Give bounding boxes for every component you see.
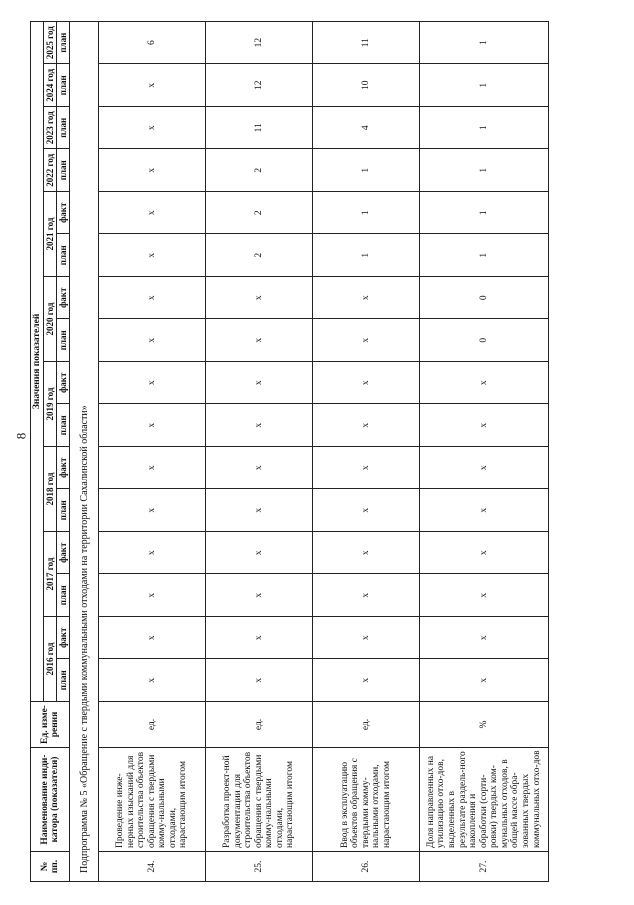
indicator-name: Доля направленных на утилизацию отхо-дов, выделенных в результате раздель-ного накопления и обработки (сорти-ровки) твердых ком-мунальных отходов, в общей массе обра-зованных твердых коммунальных отхо-дов	[420, 748, 549, 852]
value-cell: x	[420, 659, 549, 702]
fact-header: факт	[57, 532, 70, 575]
plan-header: план	[57, 404, 70, 447]
value-cell: 1	[420, 149, 549, 192]
value-cell: x	[420, 617, 549, 660]
unit-cell: ед.	[313, 702, 420, 748]
value-cell: x	[99, 107, 206, 150]
year-header: 2020 год	[44, 277, 57, 362]
rotated-table-container	[30, 22, 620, 882]
year-header: 2019 год	[44, 362, 57, 447]
row-number: 24.	[99, 852, 206, 882]
value-cell: 1	[420, 234, 549, 277]
value-cell: 2	[206, 234, 313, 277]
indicator-name: Ввод в эксплуатацию объектов обращения с твердыми комму-нальными отходами, нарастающим итогом	[313, 748, 420, 852]
value-cell: 4	[313, 107, 420, 150]
value-cell: x	[206, 447, 313, 490]
value-cell: x	[313, 362, 420, 405]
table-row	[420, 21, 549, 881]
value-cell: x	[99, 277, 206, 320]
year-header: 2023 год	[44, 107, 57, 150]
value-cell: x	[99, 574, 206, 617]
col-unit-header: Ед. изме-рения	[31, 702, 70, 748]
value-cell: x	[206, 319, 313, 362]
plan-header: план	[57, 234, 70, 277]
value-cell: x	[99, 234, 206, 277]
value-cell: x	[99, 447, 206, 490]
subprogram-title: Подпрограмма № 5 «Обращение с твердыми коммунальными отходами на территории Сахалинской области»	[70, 21, 99, 881]
value-cell: 1	[313, 149, 420, 192]
plan-header: план	[57, 319, 70, 362]
value-cell: x	[420, 447, 549, 490]
value-cell: 12	[206, 64, 313, 107]
value-cell: x	[206, 532, 313, 575]
value-cell: 0	[420, 277, 549, 320]
fact-header: факт	[57, 617, 70, 660]
value-cell: 2	[206, 149, 313, 192]
fact-header: факт	[57, 277, 70, 320]
col-num-header: № пп.	[31, 852, 70, 882]
value-cell: 1	[313, 234, 420, 277]
table-row	[206, 21, 313, 881]
year-header: 2024 год	[44, 64, 57, 107]
value-cell: x	[313, 319, 420, 362]
value-cell: 10	[313, 64, 420, 107]
year-header: 2021 год	[44, 192, 57, 277]
unit-cell: %	[420, 702, 549, 748]
value-cell: 2	[206, 192, 313, 235]
value-cell: x	[313, 574, 420, 617]
table-row	[313, 21, 420, 881]
indicator-name: Разработка проект-ной документации для строительства объектов обращения с твердыми комму-нальными отходами, нарастающим итогом	[206, 748, 313, 852]
value-cell: x	[313, 532, 420, 575]
plan-header: план	[57, 659, 70, 702]
indicators-table	[30, 21, 549, 882]
value-cell: x	[99, 362, 206, 405]
value-cell: x	[206, 489, 313, 532]
value-cell: x	[313, 447, 420, 490]
value-cell: x	[99, 404, 206, 447]
value-cell: x	[206, 574, 313, 617]
value-cell: x	[420, 489, 549, 532]
plan-header: план	[57, 489, 70, 532]
row-number: 27.	[420, 852, 549, 882]
value-cell: 1	[420, 107, 549, 150]
value-cell: x	[313, 617, 420, 660]
year-header: 2025 год	[44, 21, 57, 64]
value-cell: x	[99, 64, 206, 107]
year-header: 2018 год	[44, 447, 57, 532]
value-cell: x	[99, 319, 206, 362]
values-group-header: Значения показателей	[31, 21, 44, 701]
plan-header: план	[57, 149, 70, 192]
plan-header: план	[57, 64, 70, 107]
plan-header: план	[57, 21, 70, 64]
value-cell: 1	[420, 21, 549, 64]
value-cell: x	[206, 659, 313, 702]
value-cell: x	[206, 617, 313, 660]
plan-header: план	[57, 574, 70, 617]
table-row	[99, 21, 206, 881]
row-number: 26.	[313, 852, 420, 882]
value-cell: 0	[420, 319, 549, 362]
value-cell: x	[99, 192, 206, 235]
value-cell: x	[99, 659, 206, 702]
year-header: 2016 год	[44, 617, 57, 702]
year-header: 2017 год	[44, 532, 57, 617]
value-cell: 1	[313, 192, 420, 235]
value-cell: x	[206, 404, 313, 447]
unit-cell: ед.	[99, 702, 206, 748]
unit-cell: ед.	[206, 702, 313, 748]
value-cell: 1	[420, 192, 549, 235]
value-cell: 11	[313, 21, 420, 64]
value-cell: 1	[420, 64, 549, 107]
value-cell: 11	[206, 107, 313, 150]
fact-header: факт	[57, 192, 70, 235]
page-number: 8	[13, 432, 29, 440]
value-cell: x	[313, 659, 420, 702]
value-cell: x	[313, 277, 420, 320]
value-cell: x	[313, 489, 420, 532]
fact-header: факт	[57, 447, 70, 490]
fact-header: факт	[57, 362, 70, 405]
value-cell: 6	[99, 21, 206, 64]
value-cell: 12	[206, 21, 313, 64]
value-cell: x	[99, 617, 206, 660]
value-cell: x	[420, 574, 549, 617]
value-cell: x	[99, 489, 206, 532]
value-cell: x	[420, 404, 549, 447]
value-cell: x	[99, 149, 206, 192]
value-cell: x	[206, 362, 313, 405]
col-name-header: Наименование инди-катора (показателя)	[31, 748, 70, 852]
value-cell: x	[313, 404, 420, 447]
value-cell: x	[99, 532, 206, 575]
year-header: 2022 год	[44, 149, 57, 192]
value-cell: x	[420, 362, 549, 405]
indicator-name: Проведение инже-нерных изысканий для строительства объектов обращения с твердыми комму-нальными отходами, нарастающим итогом	[99, 748, 206, 852]
value-cell: x	[420, 532, 549, 575]
row-number: 25.	[206, 852, 313, 882]
value-cell: x	[206, 277, 313, 320]
plan-header: план	[57, 107, 70, 150]
